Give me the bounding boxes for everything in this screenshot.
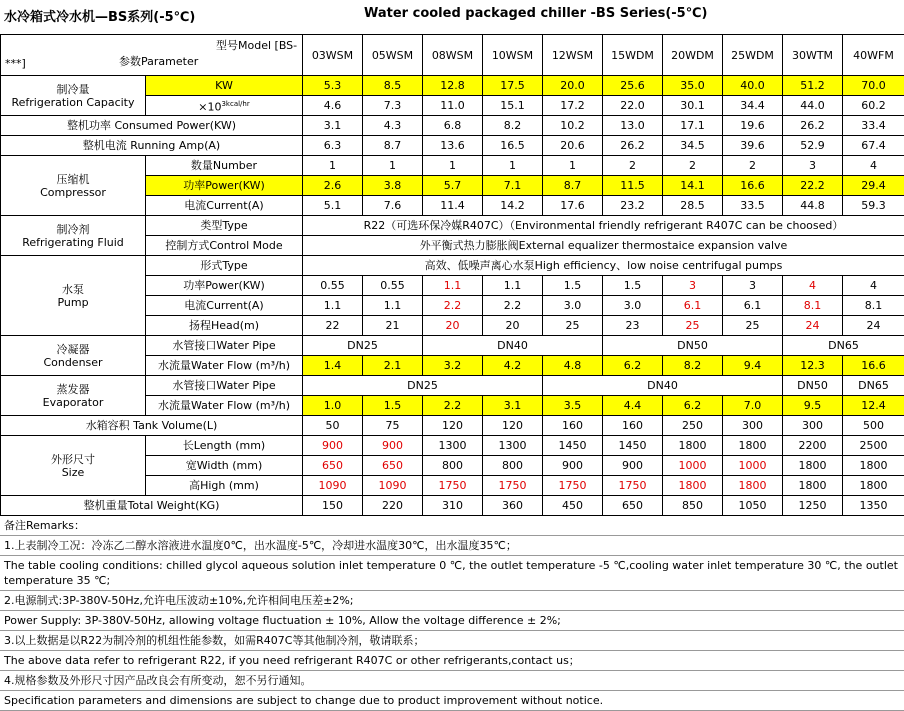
row-label: 整机重量Total Weight(KG) bbox=[1, 496, 303, 516]
row-label-en: Evaporator bbox=[1, 396, 145, 409]
pipe-size: DN25 bbox=[303, 336, 423, 356]
value-cell: 17.2 bbox=[543, 96, 603, 116]
value-cell: 300 bbox=[723, 416, 783, 436]
header-param-cell bbox=[1, 35, 303, 76]
value-cell: 3.0 bbox=[603, 296, 663, 316]
pipe-size: DN40 bbox=[543, 376, 783, 396]
value-cell: 1.1 bbox=[303, 296, 363, 316]
value-cell: 30.1 bbox=[663, 96, 723, 116]
value-cell: 1300 bbox=[483, 436, 543, 456]
row-label-en: Refrigeration Capacity bbox=[1, 96, 145, 109]
remark-line: 备注Remarks： bbox=[0, 516, 904, 536]
value-cell: 8.5 bbox=[363, 76, 423, 96]
value-cell: 14.2 bbox=[483, 196, 543, 216]
value-cell: 850 bbox=[663, 496, 723, 516]
value-cell: 70.0 bbox=[843, 76, 904, 96]
value-cell: 3.1 bbox=[303, 116, 363, 136]
value-cell: 2 bbox=[723, 156, 783, 176]
value-cell: 1.0 bbox=[303, 396, 363, 416]
value-cell: 5.7 bbox=[423, 176, 483, 196]
pipe-size: DN25 bbox=[303, 376, 543, 396]
value-cell: 14.1 bbox=[663, 176, 723, 196]
table-row bbox=[1, 156, 904, 176]
value-cell: 1 bbox=[303, 156, 363, 176]
value-cell: 1800 bbox=[723, 476, 783, 496]
value-cell: 20 bbox=[483, 316, 543, 336]
value-cell: 3.0 bbox=[543, 296, 603, 316]
table-row bbox=[1, 136, 904, 156]
value-cell: 16.5 bbox=[483, 136, 543, 156]
sub-label: 功率Power(KW) bbox=[146, 176, 303, 196]
row-label-en: Size bbox=[1, 466, 145, 479]
param-label: 参数Parameter bbox=[119, 55, 198, 68]
value-cell: 8.7 bbox=[363, 136, 423, 156]
value-cell: 21 bbox=[363, 316, 423, 336]
value-cell: 19.6 bbox=[723, 116, 783, 136]
value-cell: 3 bbox=[723, 276, 783, 296]
value-cell: 28.5 bbox=[663, 196, 723, 216]
sub-label: 高High (mm) bbox=[146, 476, 303, 496]
row-label-en: Refrigerating Fluid bbox=[1, 236, 145, 249]
value-cell: 8.2 bbox=[483, 116, 543, 136]
row-label-en: Compressor bbox=[1, 186, 145, 199]
unit-cell bbox=[146, 96, 303, 116]
value-cell: 5.3 bbox=[303, 76, 363, 96]
value-cell: 1050 bbox=[723, 496, 783, 516]
value-cell: 1090 bbox=[363, 476, 423, 496]
value-cell: 23.2 bbox=[603, 196, 663, 216]
value-cell: 51.2 bbox=[783, 76, 843, 96]
sub-label: 数量Number bbox=[146, 156, 303, 176]
model-header: 10WSM bbox=[483, 35, 543, 76]
value-cell: 6.3 bbox=[303, 136, 363, 156]
model-header: 15WDM bbox=[603, 35, 663, 76]
value-cell: 20.0 bbox=[543, 76, 603, 96]
value-cell: 4 bbox=[783, 276, 843, 296]
unit-cell: KW bbox=[146, 76, 303, 96]
pipe-size: DN40 bbox=[423, 336, 603, 356]
value-cell: 1.4 bbox=[303, 356, 363, 376]
table-row bbox=[1, 216, 904, 236]
value-cell: 10.2 bbox=[543, 116, 603, 136]
value-cell: 24 bbox=[843, 316, 904, 336]
value-cell: 2.2 bbox=[423, 396, 483, 416]
value-cell: 7.3 bbox=[363, 96, 423, 116]
value-cell: 34.4 bbox=[723, 96, 783, 116]
row-label-cn: 制冷量 bbox=[1, 83, 145, 96]
value-cell: 220 bbox=[363, 496, 423, 516]
value-cell: 1000 bbox=[663, 456, 723, 476]
value-cell: 7.6 bbox=[363, 196, 423, 216]
model-label: 型号Model [BS- bbox=[216, 39, 297, 52]
spec-table bbox=[0, 34, 904, 516]
remarks bbox=[0, 516, 904, 711]
row-label: 水箱容积 Tank Volume(L) bbox=[1, 416, 303, 436]
row-label: 整机功率 Consumed Power(KW) bbox=[1, 116, 303, 136]
value-cell: 2 bbox=[663, 156, 723, 176]
value-cell: 650 bbox=[603, 496, 663, 516]
value-cell: 3.2 bbox=[423, 356, 483, 376]
model-header: 20WDM bbox=[663, 35, 723, 76]
value-cell: 2.1 bbox=[363, 356, 423, 376]
value-cell: 50 bbox=[303, 416, 363, 436]
row-label-en: Condenser bbox=[1, 356, 145, 369]
value-cell: 3.5 bbox=[543, 396, 603, 416]
size-label bbox=[1, 436, 146, 496]
value-cell: 1.5 bbox=[363, 396, 423, 416]
sub-label: 电流Current(A) bbox=[146, 196, 303, 216]
sub-label: 扬程Head(m) bbox=[146, 316, 303, 336]
value-cell: 1450 bbox=[603, 436, 663, 456]
model-header: 05WSM bbox=[363, 35, 423, 76]
table-row bbox=[1, 116, 904, 136]
value-cell: 1750 bbox=[543, 476, 603, 496]
value-cell: 17.1 bbox=[663, 116, 723, 136]
value-cell: 160 bbox=[543, 416, 603, 436]
value-cell: 1090 bbox=[303, 476, 363, 496]
value-cell: 650 bbox=[303, 456, 363, 476]
value-cell: 1450 bbox=[543, 436, 603, 456]
value-cell: 67.4 bbox=[843, 136, 904, 156]
table-row bbox=[1, 336, 904, 356]
value-cell: 4 bbox=[843, 276, 904, 296]
value-cell: 24 bbox=[783, 316, 843, 336]
value-cell: 2500 bbox=[843, 436, 904, 456]
value-cell: 160 bbox=[603, 416, 663, 436]
value-cell: 1800 bbox=[663, 476, 723, 496]
value-cell: 40.0 bbox=[723, 76, 783, 96]
value-cell: 5.1 bbox=[303, 196, 363, 216]
value-cell: 1 bbox=[363, 156, 423, 176]
table-row bbox=[1, 436, 904, 456]
sub-label: 类型Type bbox=[146, 216, 303, 236]
value-cell: 900 bbox=[603, 456, 663, 476]
value-cell: 360 bbox=[483, 496, 543, 516]
value-cell: 33.4 bbox=[843, 116, 904, 136]
value-cell: 1750 bbox=[603, 476, 663, 496]
sub-label: 宽Width (mm) bbox=[146, 456, 303, 476]
row-label-cn: 水泵 bbox=[1, 283, 145, 296]
value-cell: 59.3 bbox=[843, 196, 904, 216]
value-cell: 12.4 bbox=[843, 396, 904, 416]
value-cell: 6.1 bbox=[723, 296, 783, 316]
value-cell: 150 bbox=[303, 496, 363, 516]
value-cell: 1 bbox=[483, 156, 543, 176]
value-cell: 44.0 bbox=[783, 96, 843, 116]
value-cell: 120 bbox=[423, 416, 483, 436]
value-cell: 900 bbox=[363, 436, 423, 456]
table-row bbox=[1, 496, 904, 516]
value-cell: 1.1 bbox=[363, 296, 423, 316]
value-cell: 1000 bbox=[723, 456, 783, 476]
value-cell: 900 bbox=[303, 436, 363, 456]
value-cell: 44.8 bbox=[783, 196, 843, 216]
value-cell: 1750 bbox=[423, 476, 483, 496]
title-en: Water cooled packaged chiller -BS Series(-5℃) bbox=[364, 6, 707, 21]
value-cell: 6.2 bbox=[663, 396, 723, 416]
value-cell: 3.8 bbox=[363, 176, 423, 196]
table-row bbox=[1, 416, 904, 436]
value-cell: 33.5 bbox=[723, 196, 783, 216]
value-cell: 25 bbox=[723, 316, 783, 336]
value-cell: 1.1 bbox=[423, 276, 483, 296]
refcap-label bbox=[1, 76, 146, 116]
sub-label: 水流量Water Flow (m³/h) bbox=[146, 356, 303, 376]
value-cell: 2.6 bbox=[303, 176, 363, 196]
value-cell: 4.8 bbox=[543, 356, 603, 376]
value-cell: 12.3 bbox=[783, 356, 843, 376]
value-cell: 650 bbox=[363, 456, 423, 476]
value-cell: 6.1 bbox=[663, 296, 723, 316]
value-cell: 120 bbox=[483, 416, 543, 436]
table-row bbox=[1, 76, 904, 96]
value-cell: 11.0 bbox=[423, 96, 483, 116]
value-cell: 15.1 bbox=[483, 96, 543, 116]
value-cell: 4.2 bbox=[483, 356, 543, 376]
value-cell: 26.2 bbox=[783, 116, 843, 136]
value-cell: 1.5 bbox=[603, 276, 663, 296]
evaporator-label bbox=[1, 376, 146, 416]
model-header: 25WDM bbox=[723, 35, 783, 76]
sub-label: 水管接口Water Pipe bbox=[146, 336, 303, 356]
value-cell: 8.1 bbox=[843, 296, 904, 316]
pipe-size: DN50 bbox=[783, 376, 843, 396]
remark-line: Power Supply: 3P-380V-50Hz, allowing voltage fluctuation ± 10%, Allow the voltage difference ± 2%; bbox=[0, 611, 904, 631]
value-cell: 7.0 bbox=[723, 396, 783, 416]
value-cell: 8.1 bbox=[783, 296, 843, 316]
model-suffix: ***] bbox=[5, 57, 26, 70]
table-row bbox=[1, 256, 904, 276]
value-cell: 7.1 bbox=[483, 176, 543, 196]
model-header: 40WFM bbox=[843, 35, 904, 76]
value-cell: 12.8 bbox=[423, 76, 483, 96]
value-cell: 35.0 bbox=[663, 76, 723, 96]
value-cell: 2.2 bbox=[483, 296, 543, 316]
value-cell: 1 bbox=[543, 156, 603, 176]
value-cell: 1800 bbox=[783, 476, 843, 496]
pipe-size: DN65 bbox=[783, 336, 904, 356]
value-cell: 900 bbox=[543, 456, 603, 476]
value-cell: 450 bbox=[543, 496, 603, 516]
value-cell: 800 bbox=[483, 456, 543, 476]
value-cell: 20 bbox=[423, 316, 483, 336]
sub-label: 水管接口Water Pipe bbox=[146, 376, 303, 396]
model-header: 08WSM bbox=[423, 35, 483, 76]
remark-line: Specification parameters and dimensions are subject to change due to product improvement without notice. bbox=[0, 691, 904, 711]
title-bar bbox=[0, 0, 904, 34]
value-cell: 29.4 bbox=[843, 176, 904, 196]
value-cell: 800 bbox=[423, 456, 483, 476]
value-cell: 11.4 bbox=[423, 196, 483, 216]
remark-line: 2.电源制式:3P-380V-50Hz,允许电压波动±10%,允许相间电压差±2%; bbox=[0, 591, 904, 611]
value-cell: 310 bbox=[423, 496, 483, 516]
sub-label: 长Length (mm) bbox=[146, 436, 303, 456]
value-cell: 300 bbox=[783, 416, 843, 436]
value-cell: 75 bbox=[363, 416, 423, 436]
value-cell: 16.6 bbox=[843, 356, 904, 376]
value-cell: 17.5 bbox=[483, 76, 543, 96]
value-cell: 1800 bbox=[843, 456, 904, 476]
value-cell: 1.1 bbox=[483, 276, 543, 296]
value-cell: 16.6 bbox=[723, 176, 783, 196]
merged-value: 高效、低噪声离心水泵High efficiency、low noise centrifugal pumps bbox=[303, 256, 904, 276]
row-label-en: Pump bbox=[1, 296, 145, 309]
unit-text: ×10 bbox=[198, 100, 221, 113]
value-cell: 4.4 bbox=[603, 396, 663, 416]
value-cell: 1300 bbox=[423, 436, 483, 456]
value-cell: 1.5 bbox=[543, 276, 603, 296]
merged-value: R22（可选环保冷媒R407C）（Environmental friendly refrigerant R407C can be choosed） bbox=[303, 216, 904, 236]
remark-line: 4.规格参数及外形尺寸因产品改良会有所变动，恕不另行通知。 bbox=[0, 671, 904, 691]
value-cell: 1800 bbox=[663, 436, 723, 456]
value-cell: 13.6 bbox=[423, 136, 483, 156]
value-cell: 20.6 bbox=[543, 136, 603, 156]
value-cell: 39.6 bbox=[723, 136, 783, 156]
value-cell: 250 bbox=[663, 416, 723, 436]
value-cell: 4 bbox=[843, 156, 904, 176]
sub-label: 控制方式Control Mode bbox=[146, 236, 303, 256]
value-cell: 17.6 bbox=[543, 196, 603, 216]
value-cell: 9.5 bbox=[783, 396, 843, 416]
value-cell: 1250 bbox=[783, 496, 843, 516]
value-cell: 2200 bbox=[783, 436, 843, 456]
value-cell: 22.2 bbox=[783, 176, 843, 196]
row-label: 整机电流 Running Amp(A) bbox=[1, 136, 303, 156]
value-cell: 34.5 bbox=[663, 136, 723, 156]
value-cell: 60.2 bbox=[843, 96, 904, 116]
value-cell: 3.1 bbox=[483, 396, 543, 416]
sub-label: 形式Type bbox=[146, 256, 303, 276]
value-cell: 23 bbox=[603, 316, 663, 336]
value-cell: 25.6 bbox=[603, 76, 663, 96]
row-label-cn: 冷凝器 bbox=[1, 343, 145, 356]
value-cell: 22 bbox=[303, 316, 363, 336]
merged-value: 外平衡式热力膨胀阀External equalizer thermostaice expansion valve bbox=[303, 236, 904, 256]
value-cell: 4.3 bbox=[363, 116, 423, 136]
value-cell: 1 bbox=[423, 156, 483, 176]
sub-label: 功率Power(KW) bbox=[146, 276, 303, 296]
value-cell: 1800 bbox=[783, 456, 843, 476]
value-cell: 2 bbox=[603, 156, 663, 176]
sub-label: 水流量Water Flow (m³/h) bbox=[146, 396, 303, 416]
model-header: 12WSM bbox=[543, 35, 603, 76]
remark-line: 1.上表制冷工况：冷冻乙二醇水溶液进水温度0℃，出水温度-5℃，冷却进水温度30℃，出水温度35℃； bbox=[0, 536, 904, 556]
value-cell: 0.55 bbox=[303, 276, 363, 296]
value-cell: 4.6 bbox=[303, 96, 363, 116]
model-header: 30WTM bbox=[783, 35, 843, 76]
value-cell: 52.9 bbox=[783, 136, 843, 156]
sub-label: 电流Current(A) bbox=[146, 296, 303, 316]
table-row bbox=[1, 376, 904, 396]
pump-label bbox=[1, 256, 146, 336]
table-row bbox=[1, 35, 904, 76]
pipe-size: DN65 bbox=[843, 376, 904, 396]
value-cell: 3 bbox=[783, 156, 843, 176]
value-cell: 9.4 bbox=[723, 356, 783, 376]
value-cell: 1350 bbox=[843, 496, 904, 516]
remark-line: The above data refer to refrigerant R22, if you need refrigerant R407C or other refrigerants,contact us； bbox=[0, 651, 904, 671]
value-cell: 3 bbox=[663, 276, 723, 296]
row-label-cn: 制冷剂 bbox=[1, 223, 145, 236]
value-cell: 1750 bbox=[483, 476, 543, 496]
row-label-cn: 压缩机 bbox=[1, 173, 145, 186]
value-cell: 2.2 bbox=[423, 296, 483, 316]
row-label-cn: 蒸发器 bbox=[1, 383, 145, 396]
model-header: 03WSM bbox=[303, 35, 363, 76]
value-cell: 1800 bbox=[723, 436, 783, 456]
compressor-label bbox=[1, 156, 146, 216]
remark-line: 3.以上数据是以R22为制冷剂的机组性能参数，如需R407C等其他制冷剂，敬请联系； bbox=[0, 631, 904, 651]
value-cell: 13.0 bbox=[603, 116, 663, 136]
refrigerant-label bbox=[1, 216, 146, 256]
value-cell: 0.55 bbox=[363, 276, 423, 296]
value-cell: 25 bbox=[663, 316, 723, 336]
unit-superscript: 3kcal/hr bbox=[221, 100, 249, 108]
value-cell: 6.2 bbox=[603, 356, 663, 376]
condenser-label bbox=[1, 336, 146, 376]
value-cell: 1800 bbox=[843, 476, 904, 496]
remark-line: The table cooling conditions: chilled glycol aqueous solution inlet temperature 0 ℃, the outlet temperature -5 ℃,cooling water inlet temperature 30 ℃, the outlet temperature 35 ℃; bbox=[0, 556, 904, 591]
value-cell: 11.5 bbox=[603, 176, 663, 196]
pipe-size: DN50 bbox=[603, 336, 783, 356]
row-label-cn: 外形尺寸 bbox=[1, 453, 145, 466]
value-cell: 26.2 bbox=[603, 136, 663, 156]
value-cell: 6.8 bbox=[423, 116, 483, 136]
value-cell: 8.2 bbox=[663, 356, 723, 376]
value-cell: 500 bbox=[843, 416, 904, 436]
title-cn: 水冷箱式冷水机—BS系列(-5℃) bbox=[4, 6, 195, 25]
value-cell: 25 bbox=[543, 316, 603, 336]
value-cell: 22.0 bbox=[603, 96, 663, 116]
value-cell: 8.7 bbox=[543, 176, 603, 196]
